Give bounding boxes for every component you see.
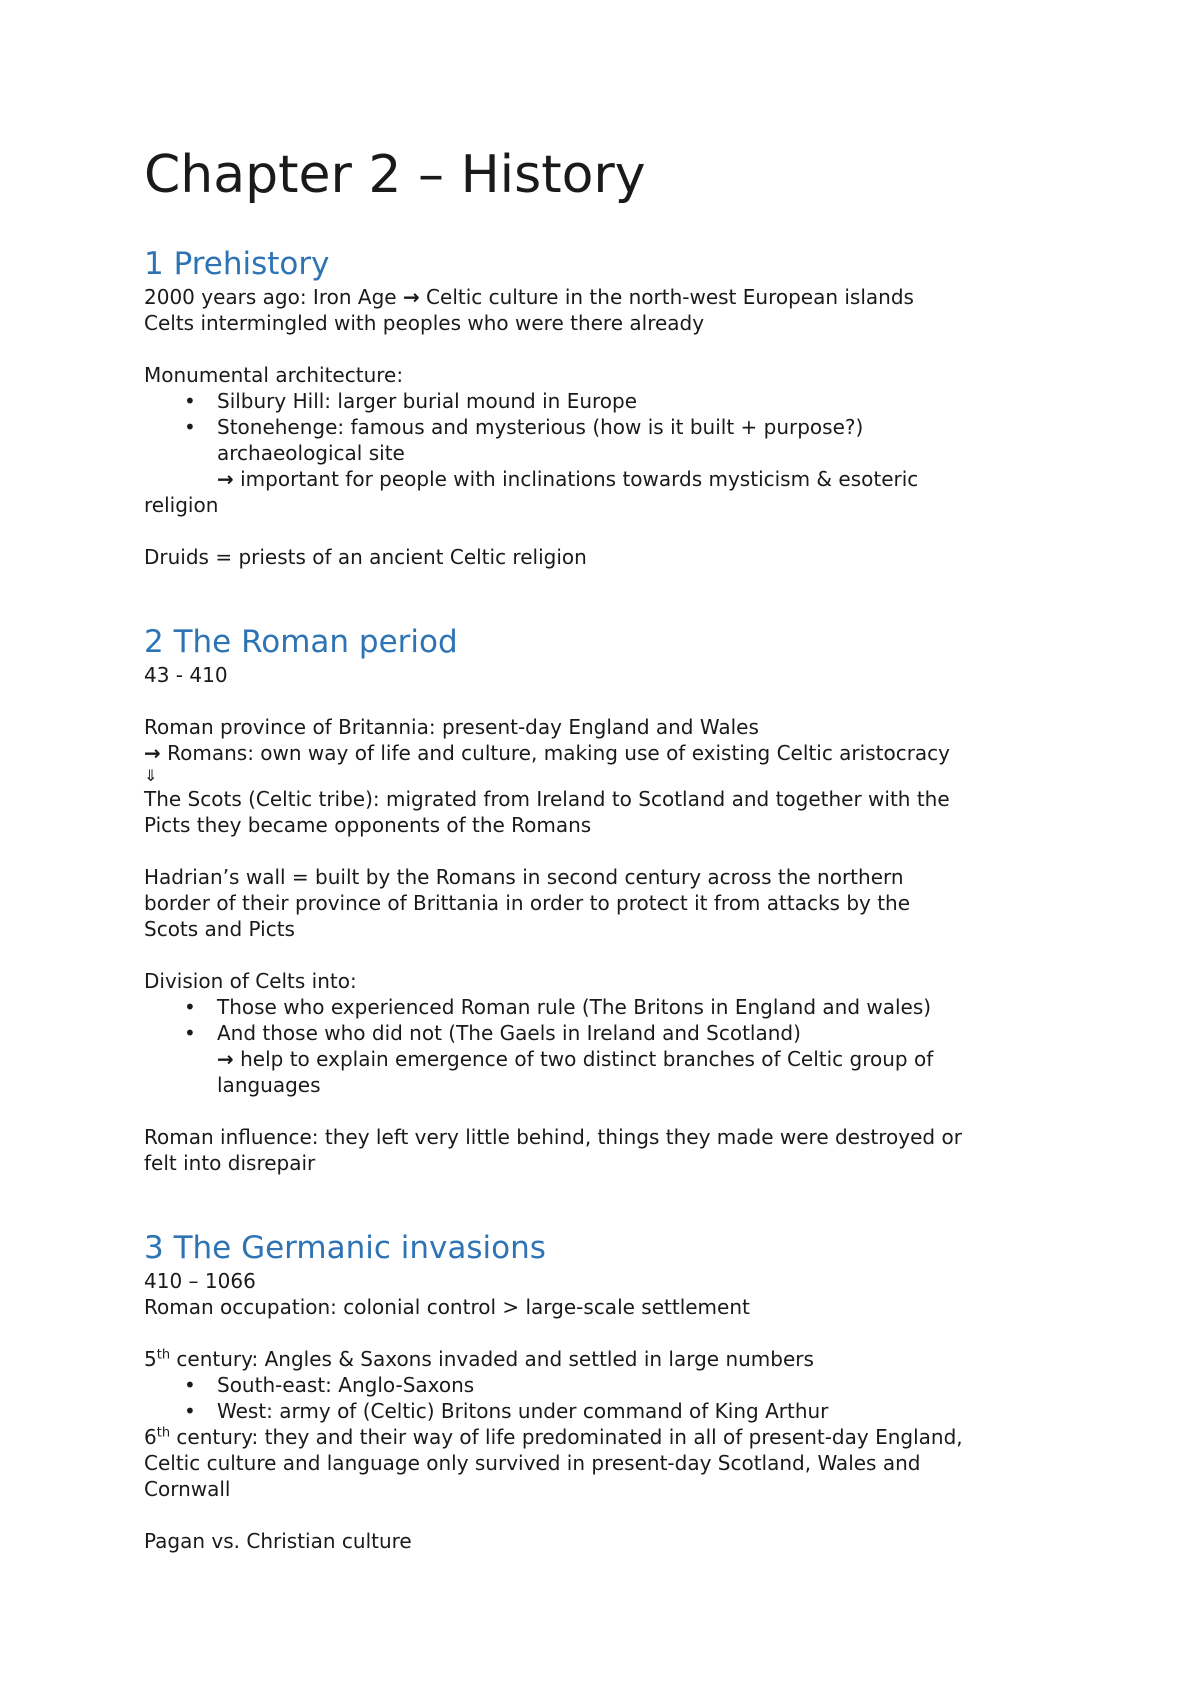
text-span: 2000 years ago: Iron Age xyxy=(144,285,403,309)
paragraph-line xyxy=(144,740,1074,766)
paragraph-line: Division of Celts into: xyxy=(144,969,357,993)
arrow-icon xyxy=(403,285,420,309)
spacer xyxy=(144,336,1074,362)
text-span: century: they and their way of life predominated in all of present-day England, xyxy=(170,1425,963,1449)
paragraph-line: Scots and Picts xyxy=(144,917,295,941)
spacer xyxy=(144,942,1074,968)
section-heading-prehistory: 1 Prehistory xyxy=(144,246,330,282)
bullet-list xyxy=(144,994,1074,1046)
paragraph-line xyxy=(144,1346,1074,1372)
paragraph-line: Pagan vs. Christian culture xyxy=(144,1529,412,1553)
spacer xyxy=(144,570,1074,622)
list-item: • South-east: Anglo-Saxons xyxy=(144,1372,1074,1398)
text-span: Romans: own way of life and culture, making use of existing Celtic aristocracy xyxy=(160,741,951,765)
paragraph-line: Celtic culture and language only survived in present-day Scotland, Wales and xyxy=(144,1451,921,1475)
paragraph-line: Cornwall xyxy=(144,1477,231,1501)
paragraph-line xyxy=(144,1424,1074,1450)
down-double-arrow-icon: ⇓ xyxy=(144,766,158,785)
paragraph-line: languages xyxy=(217,1073,321,1097)
superscript: th xyxy=(156,1347,171,1363)
text-span: Celtic culture in the north-west European islands xyxy=(419,285,914,309)
list-item: • Those who experienced Roman rule (The Britons in England and wales) xyxy=(144,994,1074,1020)
paragraph-line: Picts they became opponents of the Romans xyxy=(144,813,592,837)
list-item: • And those who did not (The Gaels in Ireland and Scotland) xyxy=(144,1020,1074,1046)
arrow-icon xyxy=(217,467,234,491)
arrow-icon xyxy=(144,741,161,765)
paragraph-line: archaeological site xyxy=(217,441,405,465)
spacer xyxy=(144,1098,1074,1124)
bullet-list xyxy=(144,388,1074,440)
text-span: century: Angles & Saxons invaded and settled in large numbers xyxy=(170,1347,814,1371)
paragraph-line xyxy=(144,1046,1074,1072)
paragraph-line: Roman occupation: colonial control > large-scale settlement xyxy=(144,1295,750,1319)
paragraph-line: Monumental architecture: xyxy=(144,363,404,387)
list-item: • Stonehenge: famous and mysterious (how is it built + purpose?) xyxy=(144,414,1074,440)
paragraph-line: Druids = priests of an ancient Celtic religion xyxy=(144,545,587,569)
paragraph-line: The Scots (Celtic tribe): migrated from Ireland to Scotland and together with the xyxy=(144,787,950,811)
superscript: th xyxy=(156,1425,171,1441)
page-title: Chapter 2 – History xyxy=(144,145,646,205)
document-body xyxy=(144,140,1074,1554)
list-item: • Silbury Hill: larger burial mound in Europe xyxy=(144,388,1074,414)
text-span: help to explain emergence of two distinct branches of Celtic group of xyxy=(233,1047,934,1071)
paragraph-line: felt into disrepair xyxy=(144,1151,316,1175)
paragraph-line: Celts intermingled with peoples who were there already xyxy=(144,311,705,335)
list-item: • West: army of (Celtic) Britons under command of King Arthur xyxy=(144,1398,1074,1424)
paragraph-line: Hadrian’s wall = built by the Romans in second century across the northern xyxy=(144,865,904,889)
spacer xyxy=(144,1176,1074,1228)
paragraph-line: border of their province of Brittania in order to protect it from attacks by the xyxy=(144,891,911,915)
paragraph-line: religion xyxy=(144,493,219,517)
paragraph-line: 43 - 410 xyxy=(144,663,228,687)
paragraph-line xyxy=(144,284,1074,310)
section-heading-germanic-invasions: 3 The Germanic invasions xyxy=(144,1230,546,1266)
paragraph-line xyxy=(144,466,1074,492)
section-heading-roman-period: 2 The Roman period xyxy=(144,624,458,660)
paragraph-line: Roman influence: they left very little behind, things they made were destroyed or xyxy=(144,1125,962,1149)
paragraph-line: 410 – 1066 xyxy=(144,1269,256,1293)
text-span: 6 xyxy=(144,1425,157,1449)
spacer xyxy=(144,1320,1074,1346)
paragraph-line: Roman province of Britannia: present-day England and Wales xyxy=(144,715,759,739)
spacer xyxy=(144,688,1074,714)
arrow-icon xyxy=(217,1047,234,1071)
spacer xyxy=(144,838,1074,864)
bullet-list xyxy=(144,1372,1074,1424)
spacer xyxy=(144,1502,1074,1528)
text-span: important for people with inclinations towards mysticism & esoteric xyxy=(233,467,919,491)
spacer xyxy=(144,518,1074,544)
text-span: 5 xyxy=(144,1347,157,1371)
